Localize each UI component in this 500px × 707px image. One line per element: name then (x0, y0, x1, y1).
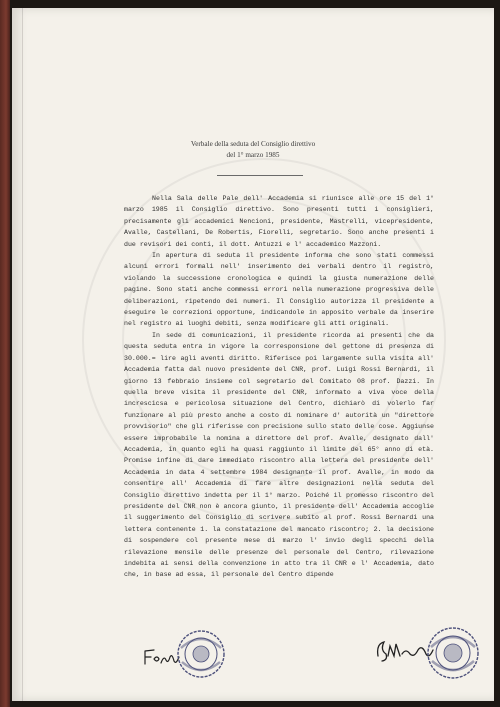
paragraph: In apertura di seduta il presidente informa che sono stati commessi alcuni errori formali nell' inserimento dei verbali dentro il registro, violando la successione cronologica e quindi la giusta numerazione delle pagine. Sono stati anche commessi errori nella numerazione progressiva delle deliberazioni, ripetendo dei numeri. Il Consiglio autorizza il presidente a eseguire le correzioni opportune, indicandole in apposito verbale da inserire nel registro ai luoghi debiti, senza modificare gli atti originali. (124, 252, 434, 328)
document-heading (12, 139, 494, 160)
stamp-left-seal (175, 628, 227, 680)
heading-line-date: del 1° marzo 1985 (226, 150, 280, 159)
binding-strip (0, 0, 10, 707)
document-body (124, 193, 434, 581)
page-fold (22, 8, 23, 701)
heading-line-title: Verbale della seduta del Consiglio direttivo (190, 140, 316, 148)
heading-rule (217, 175, 303, 176)
stamp-right-seal (425, 625, 481, 681)
paragraph: In sede di comunicazioni, il presidente ricorda ai presenti che da questa seduta entra in vigore la corresponsione del gettone di presenza di 30.000.= lire agli aventi diritto. Riferisce poi largamente sulla visita all' Accademia fatta dal nuovo presidente del CNR, prof. Luigi Rossi Bernardi, il giorno 13 febbraio insieme col segretario del Comitato 08 prof. Dazzi. In quella breve visita il presidente del CNR, informato a viva voce della increscicsa e pericolosa situazione del Centro, dichiarò di volerlo far funzionare al più presto anche a costo di nominare d' autorità un "direttore provvisorio" che gli riferisse con precisione sullo stato delle cose. Aggiunse essere improbabile la nomina a direttore del prof. Avalle, designato dall' Accademia, in quanto egli ha quasi raggiunto il limite del 65° anno di età. Promise infine di dare immediato riscontro alla lettera del presidente dell' Accademia in data 4 settembre 1984 designante il prof. Avalle, in modo da consentire all' Accademia di fare altre designazioni nella seduta del Consiglio direttivo indetta per il 1° marzo. Poiché il promesso riscontro del presidente del CNR non è ancora giunto, il presidente dell' Accademia accoglie il suggerimento del Consiglio di scrivere subito al prof. Rossi Bernardi una lettera contenente 1. la constatazione del mancato riscontro; 2. la decisione di sospendere col presente mese di marzo l' invio degli specchi della rilevazione mensile delle presenze del personale del Centro, rilevazione indebita ai sensi della convenzione in atto tra il CNR e l' Accademia, dato che, in base ad essa, il personale del Centro dipende (124, 331, 434, 579)
paragraph: Nella Sala delle Pale dell' Accademia si riunisce alle ore 15 del 1° marzo 1985 il Consiglio direttivo. Sono presenti tutti i consiglieri, precisamente gli accademici Nencioni, presidente, Mastrelli, vicepresidente, Avalle, Castellani, De Robertis, Fiorelli, segretario. Sono anche presenti i due revisori dei conti, il dott. Antuzzi e l' accademico Mazzoni. (124, 195, 434, 248)
document-page (12, 8, 494, 701)
